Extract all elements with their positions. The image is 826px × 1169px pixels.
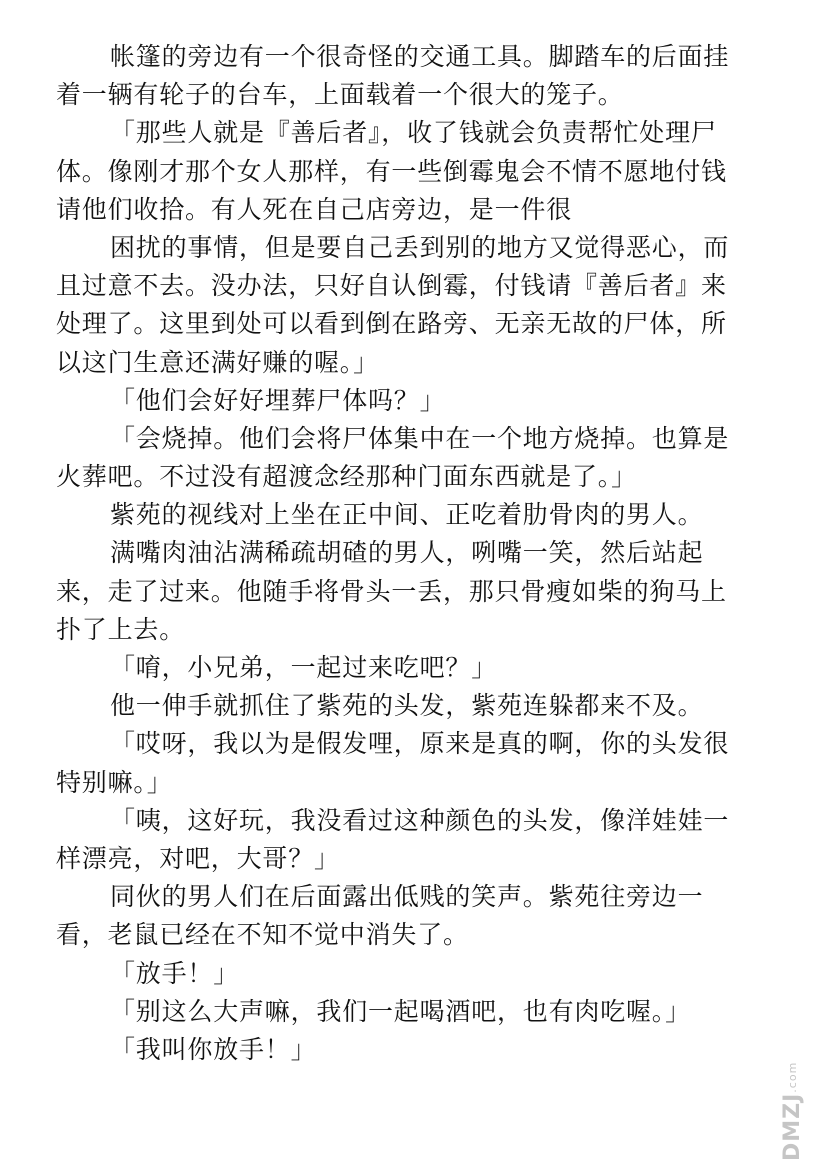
text-line: 以这门生意还满好赚的喔。」 (56, 347, 379, 377)
text-line: 来，走了过来。他随手将骨头一丢，那只骨瘦如柴的狗马上 (56, 576, 727, 606)
text-line: 「放手！」 (110, 958, 240, 988)
text-line: 他一伸手就抓住了紫苑的头发，紫苑连躲都来不及。 (110, 691, 704, 721)
text-line: 「会烧掉。他们会将尸体集中在一个地方烧掉。也算是 (110, 423, 730, 453)
text-line: 「咦，这好玩，我没看过这种颜色的头发，像洋娃娃一 (110, 805, 730, 835)
text-line: 且过意不去。没办法，只好自认倒霉，付钱请『善后者』来 (56, 271, 727, 301)
text-line: 特别嘛。」 (56, 767, 173, 797)
text-line: 困扰的事情，但是要自己丢到别的地方又觉得恶心，而 (110, 232, 730, 262)
text-line: 扑了上去。 (56, 614, 186, 644)
text-line: 火葬吧。不过没有超渡念经那种门面东西就是了。」 (56, 462, 637, 492)
text-line: 同伙的男人们在后面露出低贱的笑声。紫苑往旁边一 (110, 882, 704, 912)
text-line: 「他们会好好埋葬尸体吗？」 (110, 385, 446, 415)
watermark-text: DMZJ (780, 1092, 805, 1161)
text-line: 满嘴肉油沾满稀疏胡碴的男人，咧嘴一笑，然后站起 (110, 538, 704, 568)
text-line: 着一辆有轮子的台车，上面载着一个很大的笼子。 (56, 80, 624, 110)
text-line: 请他们收拾。有人死在自己店旁边，是一件很 (56, 194, 573, 224)
watermark-logo (780, 1051, 814, 1161)
text-line: 「别这么大声嘛，我们一起喝酒吧，也有肉吃喔。」 (110, 996, 691, 1026)
text-line: 处理了。这里到处可以看到倒在路旁、无亲无故的尸体，所 (56, 309, 727, 339)
text-page (56, 38, 756, 1069)
text-line: 看，老鼠已经在不知不觉中消失了。 (56, 920, 469, 950)
watermark-suffix: .com (786, 1061, 799, 1093)
text-line: 紫苑的视线对上坐在正中间、正吃着肋骨肉的男人。 (110, 500, 704, 530)
text-line: 体。像刚才那个女人那样，有一些倒霉鬼会不情不愿地付钱 (56, 156, 727, 186)
text-line: 「我叫你放手！」 (110, 1034, 317, 1064)
text-line: 帐篷的旁边有一个很奇怪的交通工具。脚踏车的后面挂 (110, 42, 730, 71)
text-line: 「那些人就是『善后者』，收了钱就会负责帮忙处理尸 (110, 118, 717, 148)
text-line: 「唷，小兄弟，一起过来吃吧？」 (110, 653, 498, 682)
text-line: 「哎呀，我以为是假发哩，原来是真的啊，你的头发很 (110, 729, 730, 759)
text-line: 样漂亮，对吧，大哥？」 (56, 843, 340, 873)
